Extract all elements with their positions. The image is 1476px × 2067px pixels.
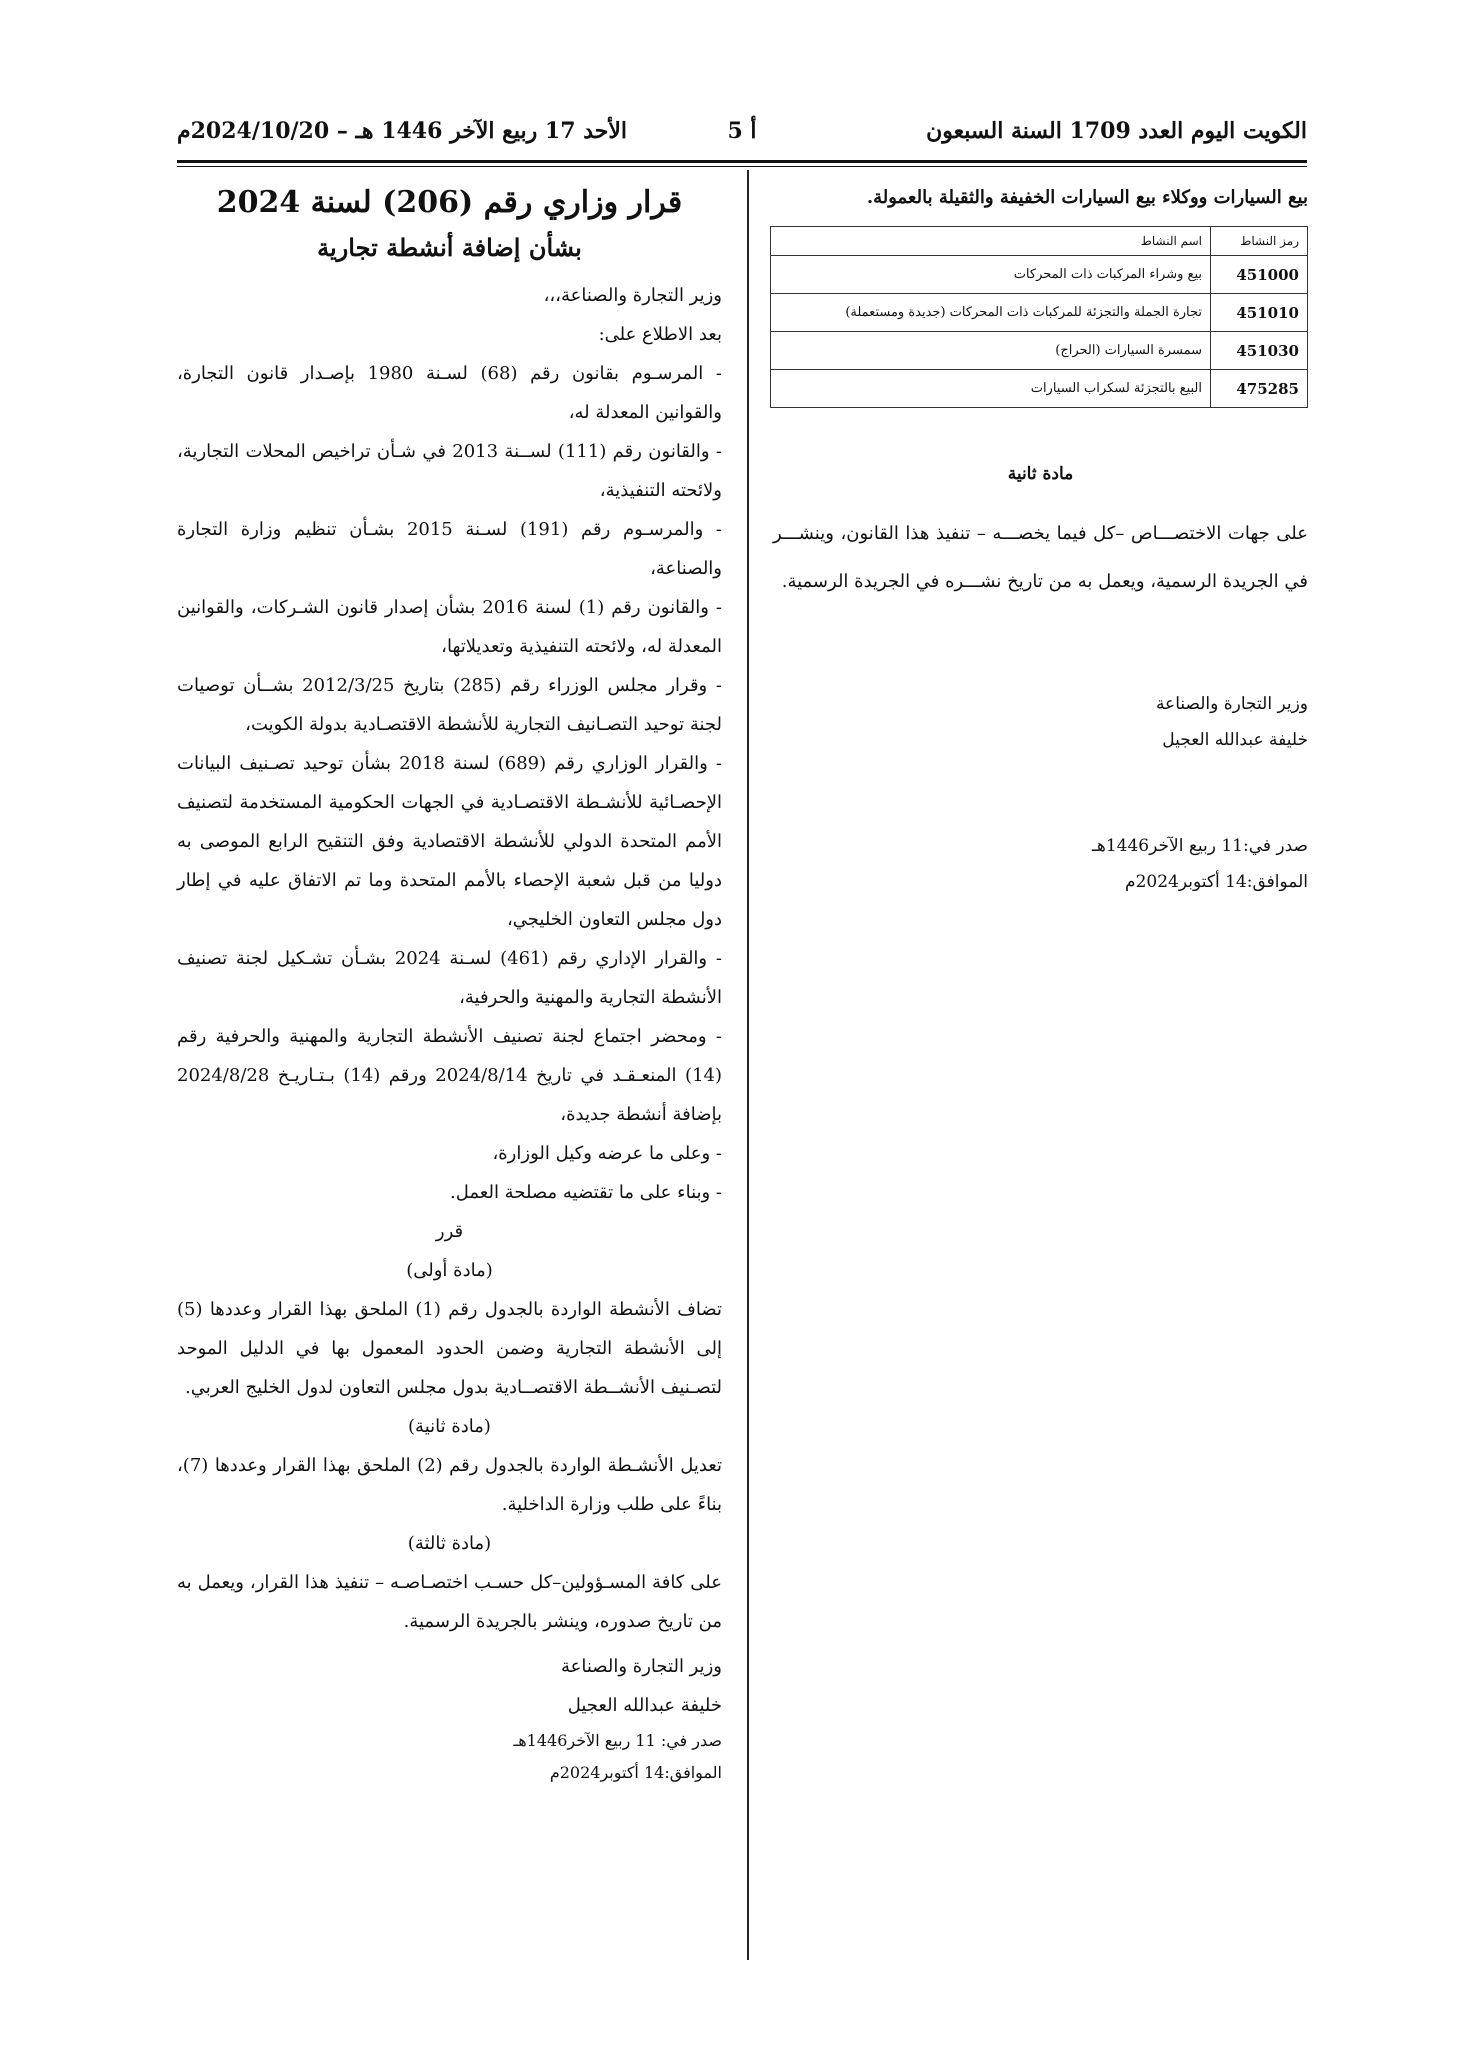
column-divider — [747, 170, 749, 1960]
table-header-row — [771, 227, 1308, 256]
article-heading: (مادة ثالثة) — [407, 1533, 492, 1554]
article-heading: (مادة ثانية) — [408, 1416, 491, 1437]
minister-title: وزير التجارة والصناعة — [560, 1656, 722, 1677]
column-header-code: رمز النشاط — [1211, 227, 1308, 256]
header-rule-thin — [177, 166, 1307, 167]
reference-item: - وبناء على ما تقتضيه مصلحة العمل. — [450, 1182, 722, 1203]
reference-item: - والقرار الإداري رقم (461) لسـنة 2024 بشـأن تشـكيل لجنة تصنيف الأنشطة التجارية والمهنية والحرفية، — [177, 948, 722, 1008]
article-text: على جهات الاختصـــاص –كل فيما يخصـــه – تنفيذ هذا القانون، وينشـــر في الجريدة الرسمية، ويعمل به من تاريخ نشـــره في الجريدة الرسمية. — [773, 523, 1308, 592]
activity-code: 451000 — [1211, 256, 1308, 294]
activity-name: تجارة الجملة والتجزئة للمركبات ذات المحركات (جديدة ومستعملة) — [771, 294, 1211, 332]
issue-date-hijri: صدر في:11 ربيع الآخر1446هـ — [1091, 836, 1308, 856]
continued-text: بيع السيارات ووكلاء بيع السيارات الخفيفة والثقيلة بالعمولة. — [866, 187, 1308, 208]
header-rule-thick — [177, 160, 1307, 163]
activity-code: 451030 — [1211, 332, 1308, 370]
reference-item: - والقانون رقم (111) لســنة 2013 في شـأن تراخيص المحلات التجارية، ولائحته التنفيذية، — [177, 441, 723, 501]
column-header-name: اسم النشاط — [771, 227, 1211, 256]
page-header — [177, 118, 1307, 158]
article-heading: (مادة أولى) — [406, 1260, 493, 1281]
decree-title: قرار وزاري رقم (206) لسنة 2024 — [216, 185, 683, 220]
activities-table — [770, 226, 1308, 408]
issue-date-gregorian: الموافق:14 أكتوبر2024م — [1125, 872, 1308, 892]
table-row — [771, 332, 1308, 370]
activity-name: سمسرة السيارات (الحراج) — [771, 332, 1211, 370]
activity-code: 451010 — [1211, 294, 1308, 332]
article-heading: مادة ثانية — [1007, 464, 1074, 484]
left-column — [177, 180, 722, 1789]
article-text: تضاف الأنشطة الواردة بالجدول رقم (1) الملحق بهذا القرار وعددها (5) إلى الأنشطة التجارية وضمن الحدود المعمول بها في الدليل الموحد لتصـنيف الأنشــطة الاقتصــادية بدول مجلس التعاون لدول الخليج العربي. — [177, 1299, 722, 1398]
reference-item: - وقرار مجلس الوزراء رقم (285) بتاريخ 2012/3/25 بشــأن توصيات لجنة توحيد التصـانيف التجارية للأنشطة الاقتصـادية بدولة الكويت، — [177, 675, 723, 735]
issue-date-hijri: صدر في: 11 ربيع الآخر1446هـ — [513, 1731, 722, 1750]
issue-date: الأحد 17 ربيع الآخر 1446 هـ – 2024/10/20م — [177, 118, 627, 144]
reference-item: - والقرار الوزاري رقم (689) لسنة 2018 بشأن توحيد تصـنيف البيانات الإحصـائية للأنشـطة الاقتصـادية في الجهات الحكومية المستخدمة لتصنيف الأمم المتحدة الدولي للأنشطة الاقتصادية وفق التنقيح الرابع الموصى به دوليا من قبل شعبة الإحصاء بالأمم المتحدة وما تم الاتفاق عليه في إطار دول مجلس التعاون الخليجي، — [177, 753, 723, 930]
article-text: على كافة المسـؤولين–كل حسـب اختصـاصـه – تنفيذ هذا القرار، ويعمل به من تاريخ صدوره، وينشر بالجريدة الرسمية. — [177, 1572, 722, 1632]
activity-name: البيع بالتجزئة لسكراب السيارات — [771, 370, 1211, 408]
reference-item: - والمرسـوم رقم (191) لسـنة 2015 بشـأن تنظيم وزارة التجارة والصناعة، — [177, 519, 722, 579]
reference-item: - ومحضر اجتماع لجنة تصنيف الأنشطة التجارية والمهنية والحرفية رقم (14) المنعـقـد في تاريخ 2024/8/14 ورقم (14) بـتـاريـخ 2024/8/28 بإضافة أنشطة جديدة، — [177, 1026, 722, 1125]
gazette-issue: الكويت اليوم العدد 1709 السنة السبعون — [926, 118, 1307, 144]
activity-code: 475285 — [1211, 370, 1308, 408]
issue-date-gregorian: الموافق:14 أكتوبر2024م — [549, 1763, 722, 1782]
reference-item: - والقانون رقم (1) لسنة 2016 بشأن إصدار قانون الشـركات، والقوانين المعدلة له، ولائحته التنفيذية وتعديلاتها، — [177, 597, 722, 657]
activity-name: بيع وشراء المركبات ذات المحركات — [771, 256, 1211, 294]
reference-item: - وعلى ما عرضه وكيل الوزارة، — [492, 1143, 722, 1164]
decided-heading: قرر — [435, 1221, 464, 1242]
minister-name: خليفة عبدالله العجيل — [567, 1695, 722, 1716]
page-number: أ 5 — [727, 118, 757, 144]
minister-title: وزير التجارة والصناعة — [1155, 694, 1308, 714]
issuer: وزير التجارة والصناعة،،، — [543, 285, 722, 306]
article-body — [773, 510, 1308, 606]
right-column — [773, 180, 1308, 900]
after-review: بعد الاطلاع على: — [598, 324, 722, 345]
article-text: تعديل الأنشـطة الواردة بالجدول رقم (2) الملحق بهذا القرار وعددها (7)، بناءً على طلب وزارة الداخلية. — [177, 1455, 722, 1515]
reference-item: - المرسـوم بقانون رقم (68) لسـنة 1980 بإصـدار قانون التجارة، والقوانين المعدلة له، — [177, 363, 722, 423]
decree-subtitle: بشأن إضافة أنشطة تجارية — [317, 233, 582, 262]
table-row — [771, 294, 1308, 332]
table-row — [771, 256, 1308, 294]
minister-name: خليفة عبدالله العجيل — [1162, 730, 1308, 750]
table-row — [771, 370, 1308, 408]
